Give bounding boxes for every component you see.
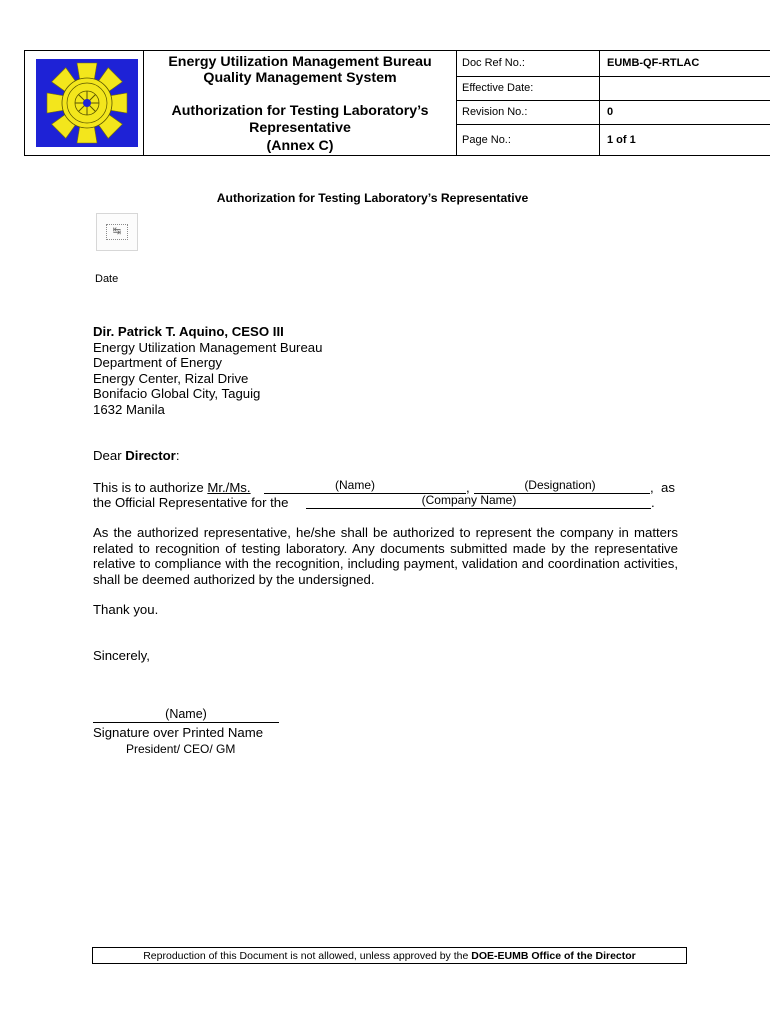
date-label: Date [95, 273, 119, 285]
honorific: Mr./Ms. [207, 480, 251, 495]
closing-text: Sincerely, [93, 648, 150, 663]
recipient-line5: 1632 Manila [93, 402, 165, 417]
system-name: Quality Management System [203, 70, 397, 86]
reproduction-notice [92, 947, 687, 964]
form-title-line2: Representative [249, 120, 351, 136]
department-of-energy-seal-logo [36, 59, 138, 147]
signature-line[interactable] [93, 722, 279, 723]
period: . [651, 495, 655, 510]
header-row-divider [456, 100, 770, 101]
salutation-prefix: Dear [93, 448, 126, 463]
revision-label: Revision No.: [462, 106, 528, 118]
recipient-line4: Bonifacio Global City, Taguig [93, 386, 261, 401]
name-placeholder: (Name) [334, 478, 375, 492]
designation-placeholder: (Designation) [524, 478, 596, 492]
doc-ref-label: Doc Ref No.: [462, 57, 525, 69]
salutation [93, 448, 678, 464]
company-placeholder: (Company Name) [421, 493, 517, 507]
form-title-line1: Authorization for Testing Laboratory’s [171, 103, 429, 119]
document-title: Authorization for Testing Laboratory’s Representative [216, 191, 529, 205]
effective-date-label: Effective Date: [462, 82, 534, 94]
recipient-name: Dir. Patrick T. Aquino, CESO III [93, 324, 284, 339]
organization-name: Energy Utilization Management Bureau [168, 54, 432, 70]
recipient-line3: Energy Center, Rizal Drive [93, 371, 249, 386]
reproduction-notice-text: Reproduction of this Document is not allowed, unless approved by the [143, 950, 472, 962]
authorize-line2-prefix: the Official Representative for the [93, 495, 289, 510]
header-divider [599, 51, 600, 155]
annex-label: (Annex C) [266, 138, 334, 154]
seal-graphic [36, 59, 138, 147]
header-row-divider [456, 76, 770, 77]
image-placeholder-glyph: ↹ [106, 224, 128, 240]
name-comma: , [466, 480, 470, 495]
header-row-divider [456, 124, 770, 125]
revision-value: 0 [607, 106, 614, 118]
salutation-title: Director [125, 448, 176, 463]
signatory-position: President/ CEO/ GM [126, 742, 236, 756]
salutation-colon: : [175, 448, 180, 463]
page-number-value: 1 of 1 [607, 134, 636, 146]
signature-caption: Signature over Printed Name [93, 725, 264, 740]
signatory-name-placeholder: (Name) [165, 707, 207, 721]
recipient-line1: Energy Utilization Management Bureau [93, 340, 323, 355]
broken-image-icon [96, 213, 138, 251]
authorization-paragraph: As the authorized representative, he/she shall be authorized to represent the company in matters related to recognition of testing laboratory. Any documents submitted made by the representative relative to compliance with the recognition, including payment, validation and coordination activities, shall be deemed authorized by the undersigned. [93, 525, 678, 587]
thank-you-text: Thank you. [93, 602, 159, 617]
company-blank-line[interactable] [306, 508, 651, 509]
document-header-table [24, 50, 770, 156]
recipient-line2: Department of Energy [93, 355, 223, 370]
authorize-line1-prefix: This is to authorize Mr./Ms. [93, 480, 251, 495]
reproduction-notice-authority: DOE-EUMB Office of the Director [471, 950, 636, 962]
as-text: , as [650, 480, 675, 495]
page-number-label: Page No.: [462, 134, 511, 146]
doc-ref-value: EUMB-QF-RTLAC [607, 57, 700, 69]
